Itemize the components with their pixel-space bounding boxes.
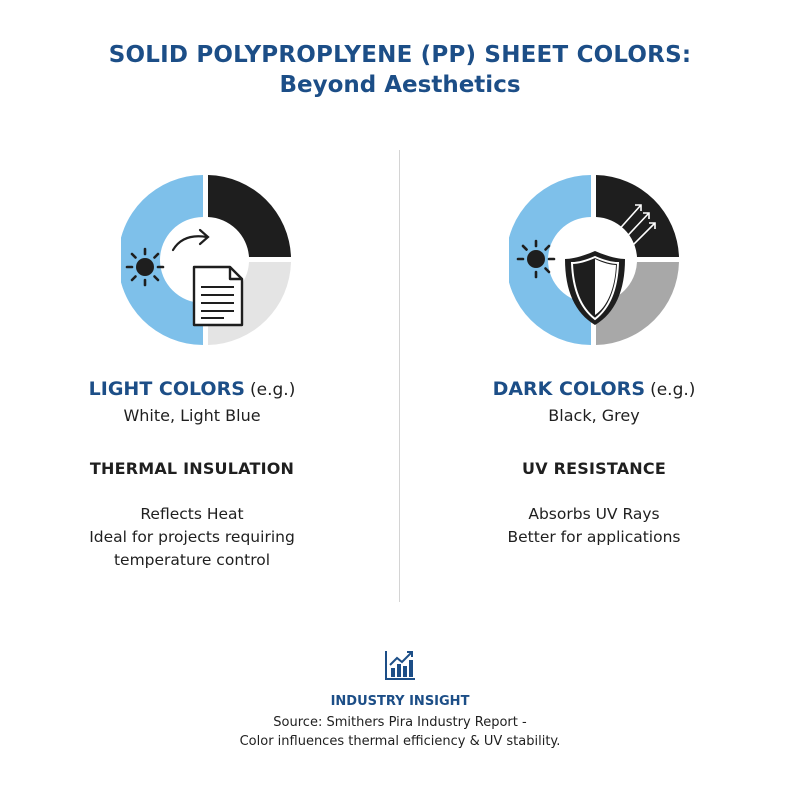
light-colors-title: LIGHT COLORS bbox=[88, 378, 245, 400]
sun-icon bbox=[127, 249, 163, 285]
ring-black-quarter bbox=[208, 175, 291, 257]
dark-colors-property: UV RESISTANCE bbox=[522, 459, 666, 478]
dark-colors-graphic bbox=[509, 175, 679, 345]
light-desc-line: Ideal for projects requiring bbox=[89, 528, 295, 546]
dark-colors-eg: (e.g.) bbox=[650, 380, 696, 400]
light-desc-line: Reflects Heat bbox=[140, 505, 244, 523]
insight-source-line: Source: Smithers Pira Industry Report - bbox=[273, 715, 527, 730]
dark-colors-examples: Black, Grey bbox=[548, 406, 640, 425]
title-line-1: SOLID POLYPROPLYENE (PP) SHEET COLORS: bbox=[108, 42, 692, 68]
arrow-icon bbox=[173, 230, 208, 250]
dark-desc-line: Absorbs UV Rays bbox=[528, 505, 660, 523]
title-line-2: Beyond Aesthetics bbox=[279, 72, 521, 98]
insight-source bbox=[0, 713, 800, 751]
light-colors-property: THERMAL INSULATION bbox=[89, 459, 295, 478]
page-title bbox=[0, 40, 800, 100]
dark-colors-heading bbox=[424, 378, 764, 400]
dark-colors-description bbox=[424, 503, 764, 549]
light-colors-description bbox=[22, 503, 362, 572]
dark-colors-title: DARK COLORS bbox=[492, 378, 645, 400]
light-colors-eg: (e.g.) bbox=[250, 380, 296, 400]
document-icon bbox=[194, 267, 242, 325]
ring-black-quarter bbox=[596, 175, 679, 257]
light-colors-examples: White, Light Blue bbox=[123, 406, 261, 425]
light-desc-line: temperature control bbox=[113, 551, 271, 569]
light-colors-graphic bbox=[121, 175, 291, 345]
insight-label: INDUSTRY INSIGHT bbox=[330, 694, 470, 709]
bar-chart-icon bbox=[384, 649, 416, 681]
light-colors-heading bbox=[22, 378, 362, 400]
dark-desc-line: Better for applications bbox=[507, 528, 681, 546]
ring-light-blue-half bbox=[121, 175, 203, 345]
insight-source-line: Color influences thermal efficiency & UV stability. bbox=[239, 734, 561, 749]
column-divider bbox=[399, 150, 400, 602]
